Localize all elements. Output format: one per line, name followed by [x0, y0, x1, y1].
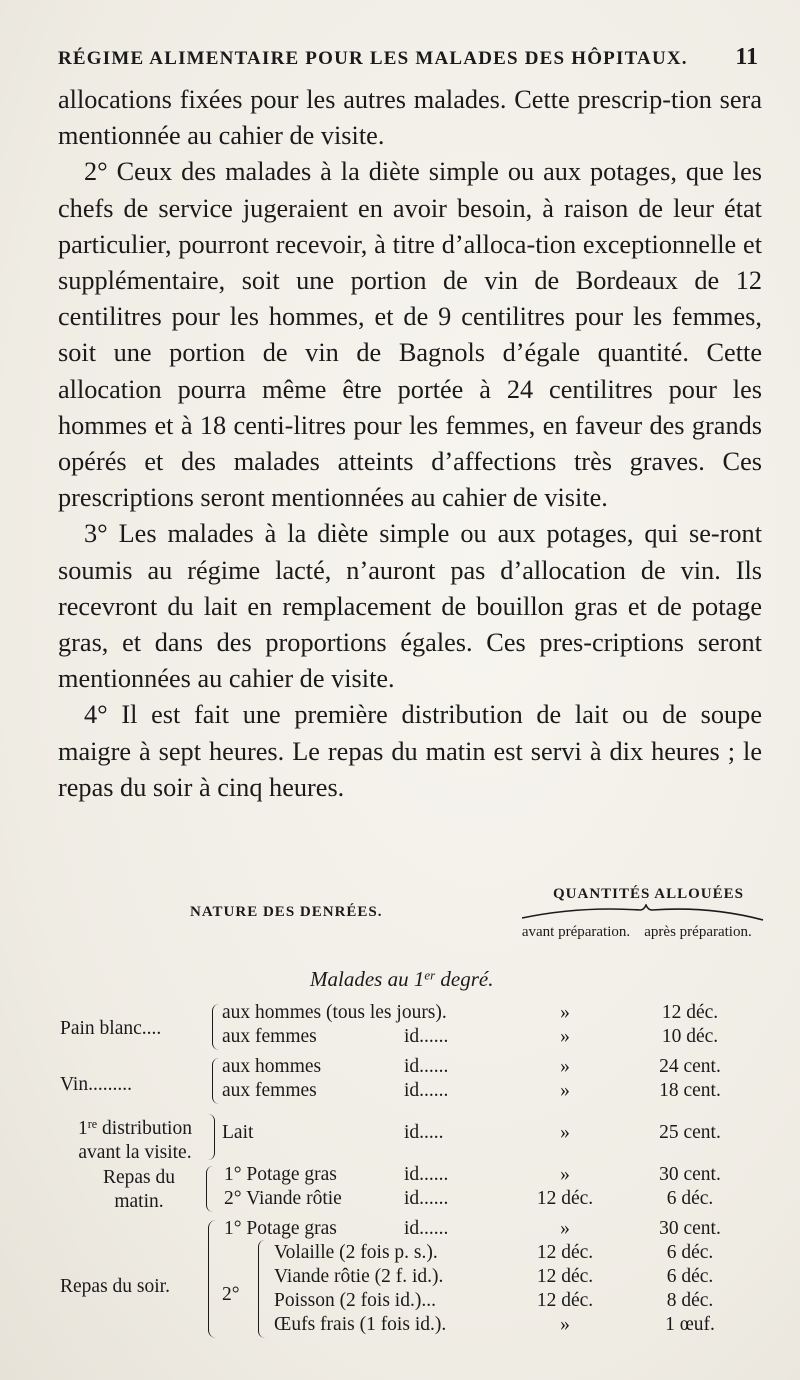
paragraph-continued: allocations fixées pour les autres malades. Cette prescrip-tion sera mentionnée au cahier de visite. — [58, 85, 762, 151]
row-item: 2° Viande rôtie — [224, 1188, 342, 1209]
row-mark: id...... — [404, 1056, 449, 1077]
row-mark: id...... — [404, 1026, 449, 1047]
row-avant: 12 déc. — [536, 1242, 594, 1263]
row-avant: » — [560, 1080, 570, 1101]
row-avant: » — [560, 1056, 570, 1077]
row-item: 1° Potage gras — [224, 1218, 337, 1239]
paragraph-4: 4° Il est fait une première distribution de lait ou de soupe maigre à sept heures. Le repas du matin est servi à dix heures ; le repas du soir à cinq heures. — [58, 700, 762, 802]
ration-table — [0, 870, 800, 1370]
column-header-apres: après préparation. — [644, 924, 752, 940]
row-avant: » — [560, 1218, 570, 1239]
column-header-nature: NATURE DES DENRÉES. — [190, 904, 383, 920]
row-apres: 10 déc. — [661, 1026, 719, 1047]
row-avant: » — [560, 1164, 570, 1185]
group-vin: Vin......... — [60, 1074, 132, 1095]
group-repas-matin: Repas du matin. — [102, 1167, 176, 1212]
brace-soir-2 — [258, 1240, 265, 1338]
row-apres: 6 déc. — [666, 1188, 714, 1209]
paragraph-2: 2° Ceux des malades à la diète simple ou aux potages, que les chefs de service jugeraient en avoir besoin, à raison de leur état particulier, pourront recevoir, à titre d’alloca-tion exceptionnelle et supplémentaire, soit une portion de vin de Bordeaux de 12 centilitres pour les hommes, et de 9 centilitres pour les femmes, soit une portion de vin de Bagnols d’égale quantité. Cette allocation pourra même être portée à 24 centilitres pour les hommes et à 18 centi-litres pour les femmes, en faveur des grands opérés et des malades atteints d’affections très graves. Ces prescriptions seront mentionnées au cahier de visite. — [58, 157, 762, 513]
row-avant: » — [560, 1314, 570, 1335]
brace-vin — [212, 1058, 219, 1104]
row-apres: 8 déc. — [666, 1290, 714, 1311]
row-apres: 6 déc. — [666, 1266, 714, 1287]
row-apres: 30 cent. — [659, 1164, 721, 1185]
page-number: 11 — [735, 44, 758, 70]
row-item: Lait — [222, 1122, 254, 1143]
running-head — [58, 44, 758, 71]
row-apres: 6 déc. — [666, 1242, 714, 1263]
row-apres: 18 cent. — [659, 1080, 721, 1101]
group-distribution: 1re distribution avant la visite. — [78, 1117, 192, 1164]
row-mark: id...... — [404, 1164, 449, 1185]
column-header-avant: avant préparation. — [521, 924, 631, 940]
subgroup-2: 2° — [222, 1284, 240, 1305]
row-avant: 12 déc. — [536, 1188, 594, 1209]
row-apres: 25 cent. — [659, 1122, 721, 1143]
brace-pain — [212, 1004, 219, 1050]
row-mark: id...... — [404, 1188, 449, 1209]
brace-matin — [206, 1166, 213, 1212]
row-mark: id..... — [404, 1122, 444, 1143]
row-item: aux hommes (tous les jours). — [222, 1002, 447, 1023]
group-repas-soir: Repas du soir. — [60, 1276, 170, 1297]
section-title: Malades au 1er degré. — [310, 967, 494, 991]
row-item: aux femmes — [222, 1080, 317, 1101]
row-apres: 30 cent. — [659, 1218, 721, 1239]
row-item: Volaille (2 fois p. s.). — [274, 1242, 438, 1263]
row-item: aux hommes — [222, 1056, 322, 1077]
header-brace — [520, 904, 765, 926]
row-item: Viande rôtie (2 f. id.). — [274, 1266, 444, 1287]
row-avant: 12 déc. — [536, 1290, 594, 1311]
body-text — [58, 82, 762, 806]
brace-soir — [208, 1220, 216, 1338]
column-header-quantites: QUANTITÉS ALLOUÉES — [553, 886, 744, 902]
row-apres: 1 œuf. — [665, 1314, 715, 1335]
row-avant: 12 déc. — [536, 1266, 594, 1287]
row-item: 1° Potage gras — [224, 1164, 337, 1185]
brace-distribution — [208, 1114, 215, 1160]
row-avant: » — [560, 1002, 570, 1023]
group-pain: Pain blanc.... — [60, 1018, 162, 1039]
paragraph-3: 3° Les malades à la diète simple ou aux potages, qui se-ront soumis au régime lacté, n’auront pas d’allocation de vin. Ils recevront du lait en remplacement de bouillon gras et de potage gras, et dans des proportions égales. Ces pres-criptions seront mentionnées au cahier de visite. — [58, 519, 762, 694]
row-item: Œufs frais (1 fois id.). — [274, 1314, 447, 1335]
row-apres: 24 cent. — [659, 1056, 721, 1077]
row-avant: » — [560, 1026, 570, 1047]
row-item: aux femmes — [222, 1026, 317, 1047]
row-mark: id...... — [404, 1080, 449, 1101]
row-avant: » — [560, 1122, 570, 1143]
row-apres: 12 déc. — [661, 1002, 719, 1023]
row-item: Poisson (2 fois id.)... — [274, 1290, 436, 1311]
running-title: RÉGIME ALIMENTAIRE POUR LES MALADES DES HÔPITAUX. — [58, 48, 688, 69]
row-mark: id...... — [404, 1218, 449, 1239]
